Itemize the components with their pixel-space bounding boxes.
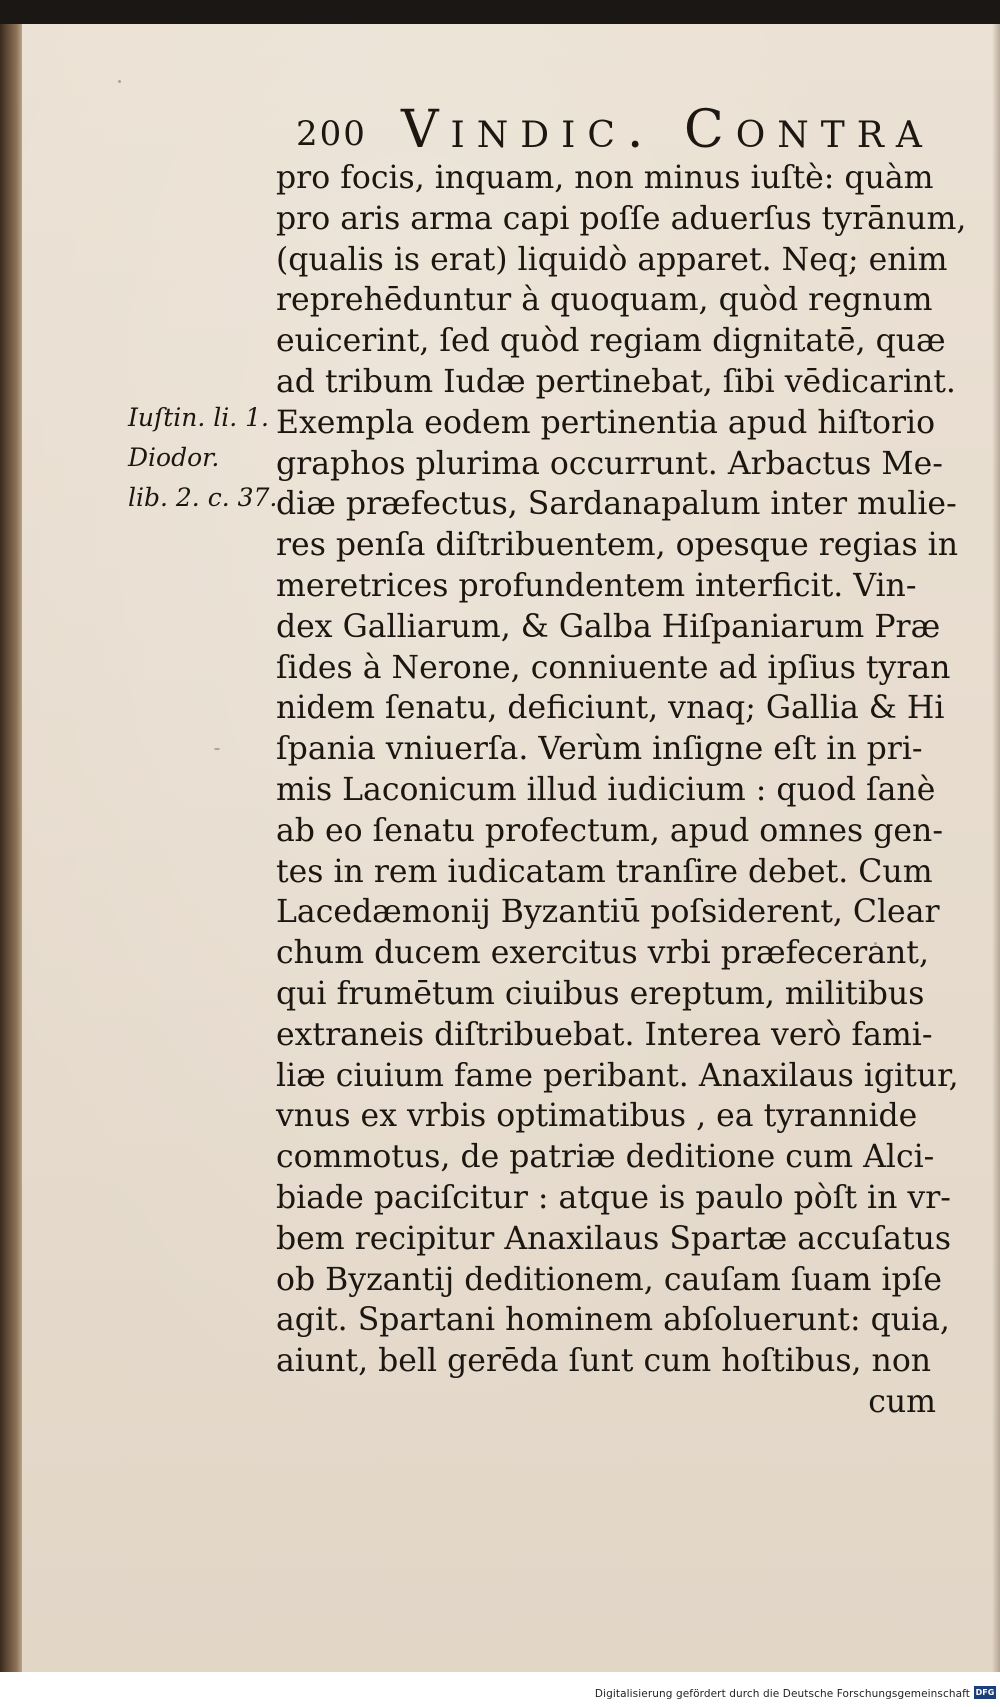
dfg-logo-icon: DFG [975,1688,995,1697]
margin-notes [128,398,278,518]
page-header [296,100,934,160]
text-line: (qualis is erat) liquidò apparet. Neq; enim [276,241,948,278]
text-line: commotus, de patriæ deditione cum Alci- [276,1139,935,1176]
text-line: Exempla eodem pertinentia apud hiſtorio [276,404,936,441]
text-line: qui frumētum ciuibus ereptum, militibus [276,975,925,1012]
margin-note: Iuſtin. li. 1. [128,403,270,432]
text-line: reprehēduntur à quoquam, quòd regnum [276,282,933,319]
text-line: pro focis, inquam, non minus iuſtè: quàm [276,160,934,196]
text-line: liæ ciuium fame peribant. Anaxilaus igitur, [276,1057,959,1094]
text-line: ſides à Nerone, conniuente ad ipſius tyran [276,649,951,686]
text-line: aiunt, bell gerēda ſunt cum hoſtibus, non [276,1343,932,1380]
text-line: ab eo ſenatu profectum, apud omnes gen- [276,812,943,849]
top-border [0,0,1000,24]
digitization-credit: Digitalisierung gefördert durch die Deutsche Forschungsgemeinschaft [594,1688,970,1700]
text-line: ad tribum Iudæ pertinebat, ſibi vēdicarint. [276,363,956,400]
text-line: biade paciſcitur : atque is paulo pòſt in vr- [276,1179,951,1216]
text-line: bem recipitur Anaxilaus Spartæ accuſatus [276,1220,952,1257]
text-line: res penſa diſtribuentem, opesque regias in [276,527,958,564]
text-line: meretrices profundentem interficit. Vin- [276,567,917,604]
text-line: extraneis diſtribuebat. Interea verò fami- [276,1016,933,1053]
text-line: ſpania vniuerſa. Verùm inſigne eſt in pri- [276,731,923,768]
page-number: 200 [296,114,367,154]
text-line: chum ducem exercitus vrbi præfecerant, [276,935,929,972]
text-line: pro aris arma capi poſſe aduerſus tyrānum, [276,200,967,237]
text-line: tes in rem iudicatam tranſire debet. Cum [276,853,933,890]
catchword: cum [868,1383,936,1420]
text-line: agit. Spartani hominem abſoluerunt: quia, [276,1302,950,1339]
text-line: Lacedæmonij Byzantiū poſsiderent, Clear [276,894,940,931]
paper-speck [214,748,220,750]
text-line: vnus ex vrbis optimatibus , ea tyrannide [276,1098,918,1135]
text-line: dex Galliarum, & Galba Hiſpaniarum Præ [276,608,941,645]
body-text [276,158,967,1423]
book-spine [0,24,22,1672]
paper-speck [118,80,121,83]
margin-note: lib. 2. c. 37. [128,483,278,512]
text-line: euicerint, ſed quòd regiam dignitatē, quæ [276,323,946,360]
text-line: ob Byzantij deditionem, cauſam ſuam ipſe [276,1261,943,1298]
page-edge-shadow [992,24,1000,1672]
text-line: diæ præfectus, Sardanapalum inter mulie- [276,486,957,523]
margin-note: Diodor. [128,443,220,472]
text-line: mis Laconicum illud iudicium : quod ſanè [276,771,936,808]
text-line: nidem ſenatu, deficiunt, vnaq; Gallia & Hi [276,690,945,727]
running-title: Vindic. Contra [401,100,934,160]
text-line: graphos plurima occurrunt. Arbactus Me- [276,445,943,482]
